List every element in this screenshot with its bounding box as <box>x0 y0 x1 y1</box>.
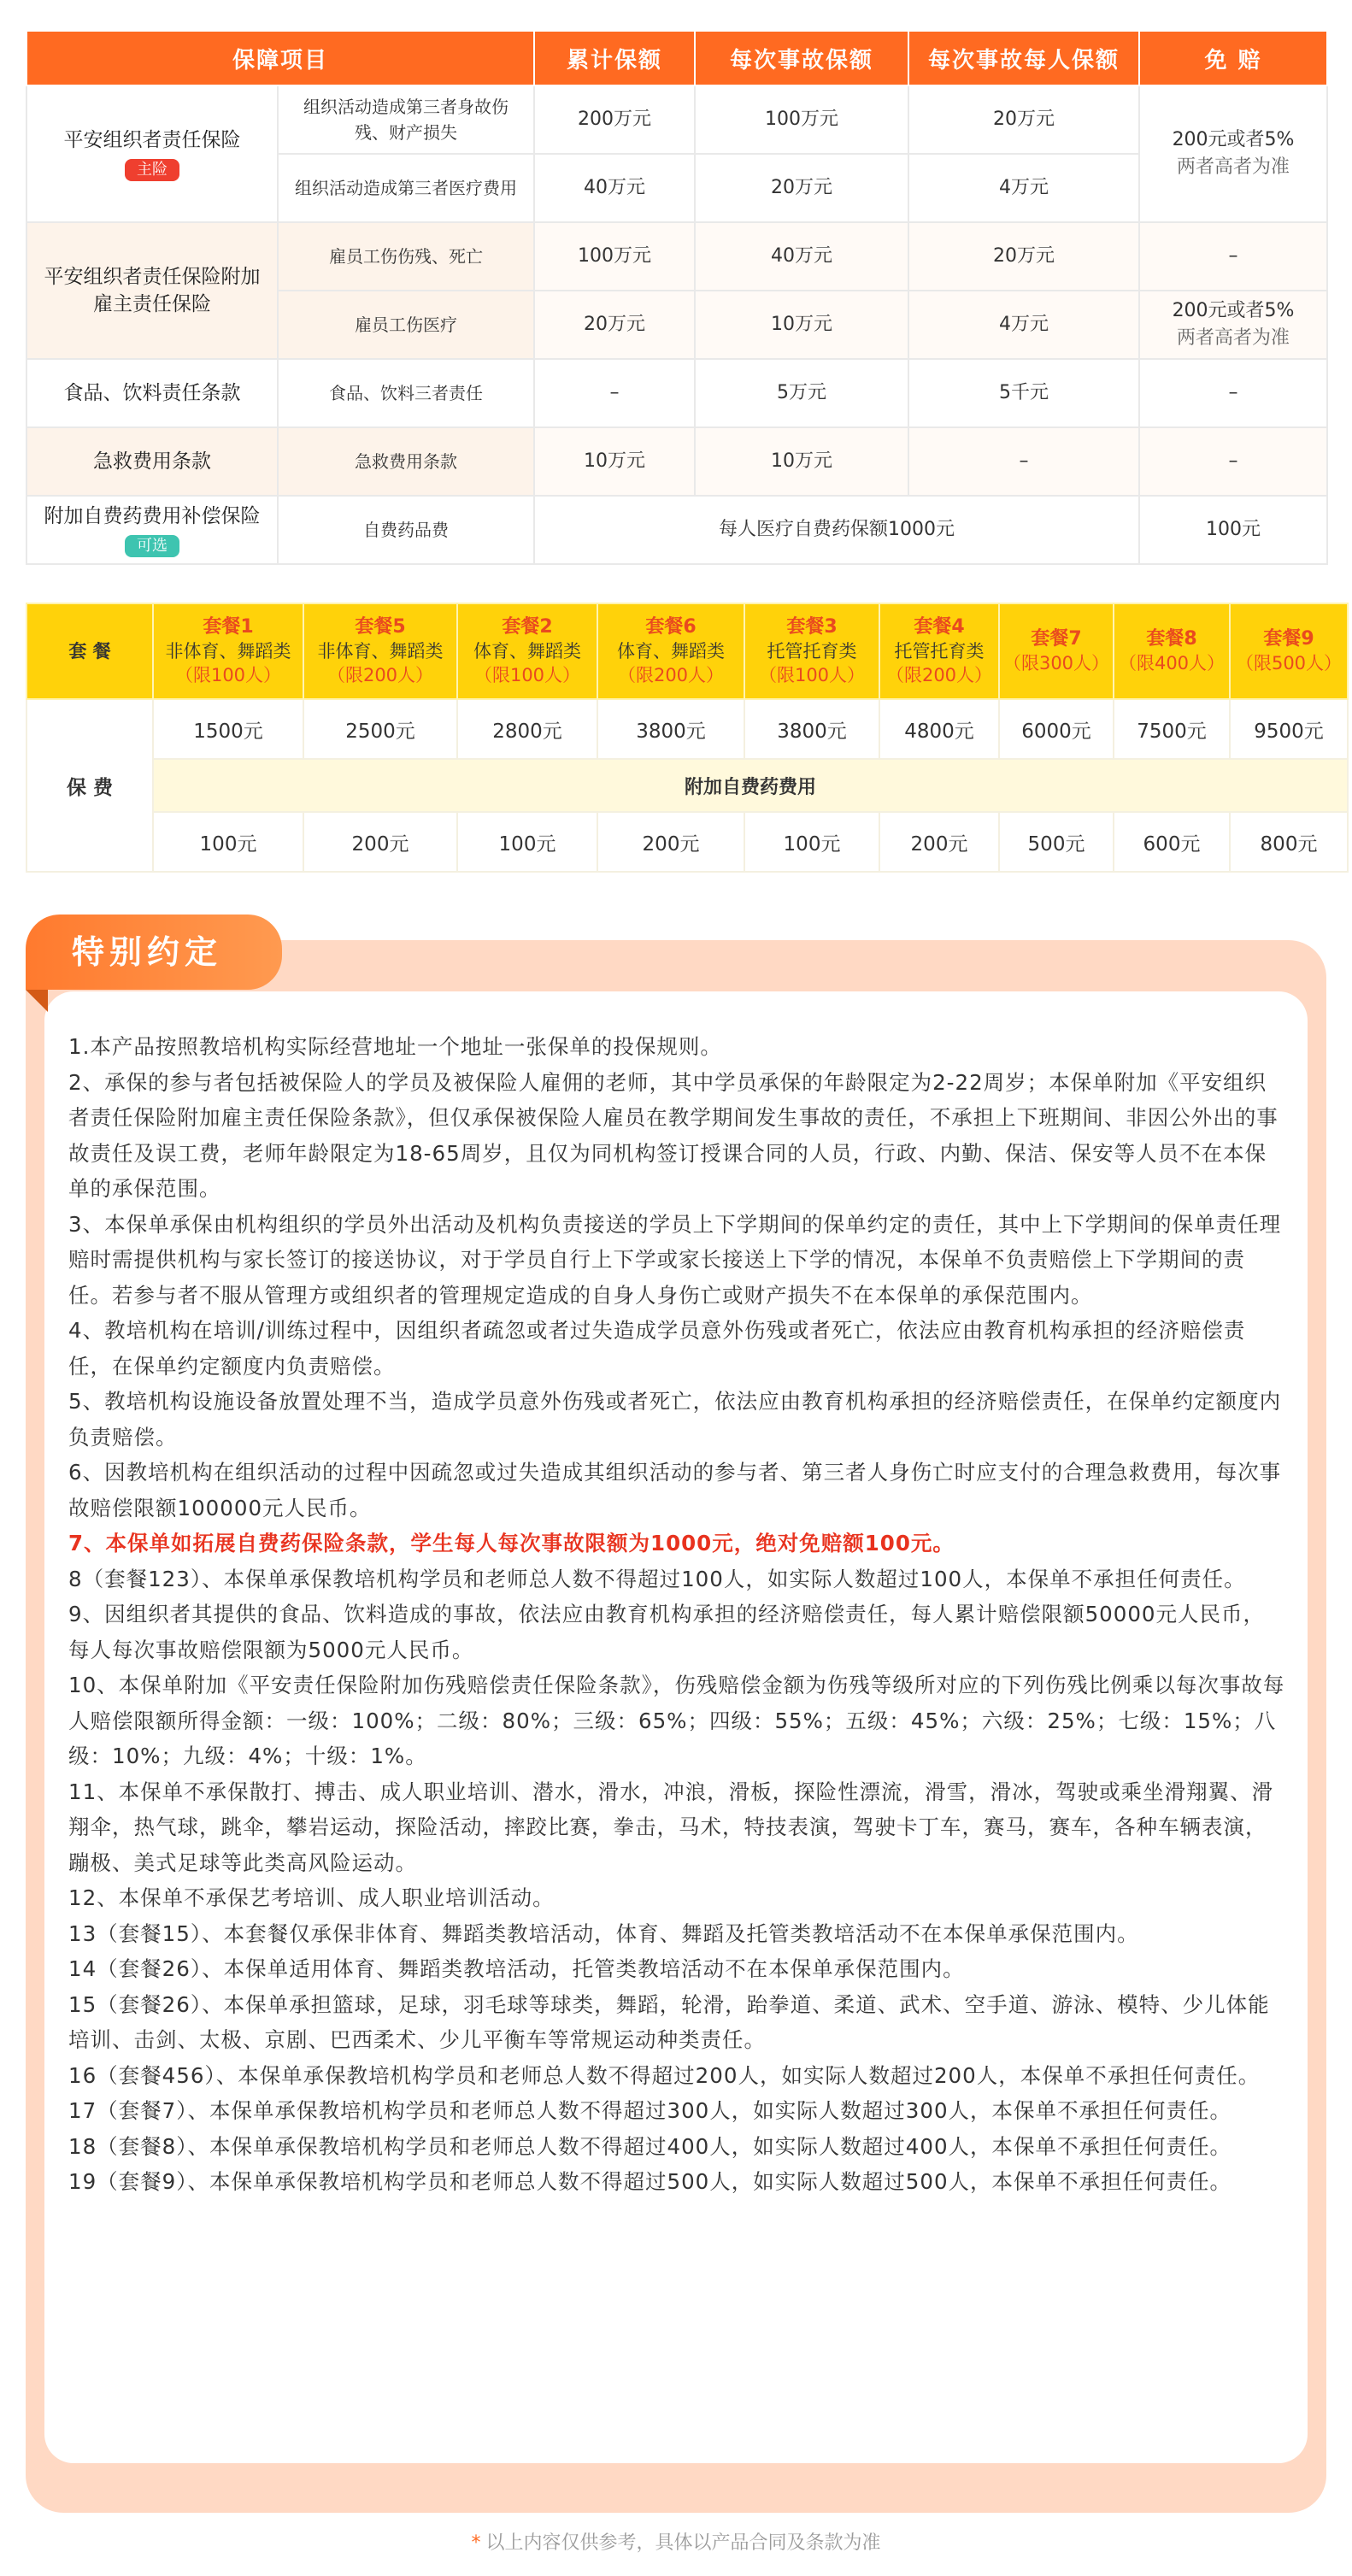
plan-name: 套餐3 <box>786 616 838 638</box>
deductible-value: 200元或者5% <box>1172 300 1295 321</box>
total-amount: 100万元 <box>534 222 695 291</box>
addon-price: 500元 <box>999 812 1114 872</box>
plan-limit: （限400人） <box>1118 653 1226 673</box>
plan-name: 套餐7 <box>1031 628 1082 650</box>
clause-item: 6、因教培机构在组织活动的过程中因疏忽或过失造成其组织活动的参与者、第三者人身伤亡时应支付的合理急救费用，每次事故赔偿限额100000元人民币。 <box>68 1460 1282 1520</box>
price-row <box>26 699 1348 759</box>
plan-label: 套 餐 <box>26 603 153 699</box>
plan-limit: （限500人） <box>1235 653 1343 673</box>
plan-name: 套餐2 <box>502 616 553 638</box>
plan-limit: （限100人） <box>473 665 581 685</box>
plan-name: 套餐5 <box>355 616 406 638</box>
deductible-value: – <box>1139 222 1327 291</box>
addon-label: 附加自费药费用 <box>153 759 1348 812</box>
per-accident-amount: 10万元 <box>695 291 908 359</box>
coverage-item: 自费药品费 <box>278 496 534 564</box>
clause-list <box>68 1029 1285 2200</box>
coverage-name: 平安组织者责任保险附加雇主责任保险 <box>26 222 278 359</box>
plan-name: 套餐1 <box>203 616 254 638</box>
clause-item: 10、本保单附加《平安责任保险附加伤残赔偿责任保险条款》，伤残赔偿金额为伤残等级所对应的下列伤残比例乘以每次事故每人赔偿限额所得金额：一级：100%；二级：80%；三级：65%；四级：55%；五级：45%；六级：25%；七级：15%；八级：10%；九级：4%；十级：1%。 <box>68 1673 1285 1768</box>
per-person-amount: 4万元 <box>908 291 1139 359</box>
plan-limit: （限100人） <box>174 665 282 685</box>
clause-item: 15（套餐26）、本保单承担篮球，足球，羽毛球等球类，舞蹈，轮滑，跆拳道、柔道、武术、空手道、游泳、模特、少儿体能培训、击剑、太极、京剧、巴西柔术、少儿平衡车等常规运动种类责任。 <box>68 1991 1270 2052</box>
clause-item: 3、本保单承保由机构组织的学员外出活动及机构负责接送的学员上下学期间的保单约定的责任，其中上下学期间的保单责任理赔时需提供机构与家长签订的接送协议，对于学员自行上下学或家长接送上下学的情况，本保单不负责赔偿上下学期间的责任。若参与者不服从管理方或组织者的管理规定造成的自身人身伤亡或财产损失不在本保单的承保范围内。 <box>68 1211 1282 1308</box>
plan-price: 2500元 <box>303 699 457 759</box>
main-insurance-badge: 主险 <box>125 159 179 181</box>
plan-type: 托管托育类 <box>894 641 985 662</box>
per-accident-amount: 10万元 <box>695 427 908 496</box>
clause-item: 13（套餐15）、本套餐仅承保非体育、舞蹈类教培活动，体育、舞蹈及托管类教培活动不在本保单承保范围内。 <box>68 1920 1139 1946</box>
plan-price: 1500元 <box>153 699 303 759</box>
clause-item: 18（套餐8）、本保单承保教培机构学员和老师总人数不得超过400人，如实际人数超过400人，本保单不承担任何责任。 <box>68 2133 1232 2159</box>
addon-label-row <box>26 759 1348 812</box>
clause-item: 12、本保单不承保艺考培训、成人职业培训活动。 <box>68 1885 555 1910</box>
coverage-name: 附加自费药费用补偿保险 <box>44 504 261 527</box>
deductible-note: 两者高者为准 <box>1177 327 1290 349</box>
coverage-name: 急救费用条款 <box>26 427 278 496</box>
coverage-item: 组织活动造成第三者身故伤残、财产损失 <box>278 85 534 154</box>
addon-price: 800元 <box>1230 812 1348 872</box>
footnote-text: 以上内容仅供参考，具体以产品合同及条款为准 <box>485 2532 881 2554</box>
coverage-item: 组织活动造成第三者医疗费用 <box>278 154 534 222</box>
addon-price: 600元 <box>1114 812 1230 872</box>
per-person-amount: 4万元 <box>908 154 1139 222</box>
plan-name: 套餐8 <box>1146 628 1197 650</box>
plan-price: 6000元 <box>999 699 1114 759</box>
plan-type: 体育、舞蹈类 <box>473 641 581 662</box>
per-person-amount: 20万元 <box>908 85 1139 154</box>
deductible-value: 200元或者5% <box>1172 129 1295 150</box>
clause-item: 4、教培机构在培训/训练过程中，因组织者疏忽或者过失造成学员意外伤残或者死亡，依法应由教育机构承担的经济赔偿责任，在保单约定额度内负责赔偿。 <box>68 1318 1246 1379</box>
deductible-value: 100元 <box>1139 496 1327 564</box>
coverage-table <box>26 30 1328 565</box>
plan-limit: （限100人） <box>758 665 866 685</box>
plan-cell <box>879 603 999 699</box>
plan-price: 9500元 <box>1230 699 1348 759</box>
optional-badge: 可选 <box>125 535 179 557</box>
per-accident-amount: 40万元 <box>695 222 908 291</box>
coverage-item: 雇员工伤伤残、死亡 <box>278 222 534 291</box>
total-amount: 40万元 <box>534 154 695 222</box>
deductible-value: – <box>1139 427 1327 496</box>
addon-price: 100元 <box>153 812 303 872</box>
total-amount: 10万元 <box>534 427 695 496</box>
clause-item: 5、教培机构设施设备放置处理不当，造成学员意外伤残或者死亡，依法应由教育机构承担的经济赔偿责任，在保单约定额度内负责赔偿。 <box>68 1389 1282 1450</box>
clause-item-highlighted: 7、本保单如拓展自费药保险条款，学生每人每次事故限额为1000元，绝对免赔额100元。 <box>68 1531 955 1556</box>
plan-limit: （限200人） <box>885 665 993 685</box>
addon-price: 100元 <box>744 812 879 872</box>
total-amount: 20万元 <box>534 291 695 359</box>
plan-price: 4800元 <box>879 699 999 759</box>
plan-cell <box>1114 603 1230 699</box>
addon-price: 200元 <box>597 812 744 872</box>
plan-cell <box>303 603 457 699</box>
clause-item: 1.本产品按照教培机构实际经营地址一个地址一张保单的投保规则。 <box>68 1034 722 1059</box>
table-row <box>26 85 1327 154</box>
table-row <box>26 427 1327 496</box>
total-amount: 200万元 <box>534 85 695 154</box>
coverage-item: 雇员工伤医疗 <box>278 291 534 359</box>
plan-name: 套餐4 <box>914 616 965 638</box>
header-per-accident: 每次事故保额 <box>695 31 908 85</box>
deductible-value: – <box>1139 359 1327 427</box>
coverage-name: 平安组织者责任保险 <box>63 128 241 151</box>
clause-item: 17（套餐7）、本保单承保教培机构学员和老师总人数不得超过300人，如实际人数超过300人，本保单不承担任何责任。 <box>68 2098 1232 2123</box>
per-person-amount: – <box>908 427 1139 496</box>
deductible-cell <box>1139 291 1327 359</box>
addon-amount: 每人医疗自费药保额1000元 <box>534 496 1139 564</box>
table-row <box>26 496 1327 564</box>
clause-item: 14（套餐26）、本保单适用体育、舞蹈类教培活动，托管类教培活动不在本保单承保范围内。 <box>68 1956 965 1981</box>
addon-price: 100元 <box>457 812 597 872</box>
plan-table <box>26 603 1349 873</box>
plan-type: 非体育、舞蹈类 <box>165 641 291 662</box>
per-accident-amount: 20万元 <box>695 154 908 222</box>
coverage-header-row <box>26 31 1327 85</box>
plan-type: 托管托育类 <box>767 641 857 662</box>
deductible-note: 两者高者为准 <box>1177 156 1290 178</box>
per-accident-amount: 100万元 <box>695 85 908 154</box>
footnote <box>0 2528 1352 2555</box>
coverage-name-cell <box>26 496 278 564</box>
plan-limit: （限300人） <box>1002 653 1110 673</box>
per-person-amount: 5千元 <box>908 359 1139 427</box>
plan-name: 套餐9 <box>1263 628 1314 650</box>
coverage-item: 急救费用条款 <box>278 427 534 496</box>
per-person-amount: 20万元 <box>908 222 1139 291</box>
per-accident-amount: 5万元 <box>695 359 908 427</box>
plan-price: 3800元 <box>597 699 744 759</box>
plan-type: 非体育、舞蹈类 <box>317 641 444 662</box>
plan-name: 套餐6 <box>645 616 697 638</box>
header-total: 累计保额 <box>534 31 695 85</box>
addon-price-row <box>26 812 1348 872</box>
plan-type: 体育、舞蹈类 <box>617 641 725 662</box>
plan-limit: （限200人） <box>617 665 725 685</box>
plan-cell <box>1230 603 1348 699</box>
clause-item: 9、因组织者其提供的食品、饮料造成的事故，依法应由教育机构承担的经济赔偿责任，每人累计赔偿限额50000元人民币，每人每次事故赔偿限额为5000元人民币。 <box>68 1602 1266 1662</box>
plan-price: 7500元 <box>1114 699 1230 759</box>
plan-cell <box>153 603 303 699</box>
total-amount: – <box>534 359 695 427</box>
addon-price: 200元 <box>879 812 999 872</box>
fee-label: 保 费 <box>26 699 153 872</box>
clause-item: 16（套餐456）、本保单承保教培机构学员和老师总人数不得超过200人，如实际人数超过200人，本保单不承担任何责任。 <box>68 2062 1261 2088</box>
header-per-person: 每次事故每人保额 <box>908 31 1139 85</box>
plan-cell <box>597 603 744 699</box>
coverage-name: 食品、饮料责任条款 <box>26 359 278 427</box>
plan-price: 3800元 <box>744 699 879 759</box>
plan-price: 2800元 <box>457 699 597 759</box>
clause-item: 19（套餐9）、本保单承保教培机构学员和老师总人数不得超过500人，如实际人数超过500人，本保单不承担任何责任。 <box>68 2169 1232 2194</box>
plan-limit: （限200人） <box>326 665 434 685</box>
plan-header-row <box>26 603 1348 699</box>
plan-cell <box>744 603 879 699</box>
coverage-item: 食品、饮料三者责任 <box>278 359 534 427</box>
table-row <box>26 359 1327 427</box>
asterisk-icon: * <box>471 2532 481 2554</box>
table-row <box>26 222 1327 291</box>
clause-item: 2、承保的参与者包括被保险人的学员及被保险人雇佣的老师，其中学员承保的年龄限定为2-22周岁；本保单附加《平安组织者责任保险附加雇主责任保险条款》，但仅承保被保险人雇员在教学期间发生事故的责任，不承担上下班期间、非因公外出的事故责任及误工费，老师年龄限定为18-65周岁，且仅为同机构签订授课合同的人员，行政、内勤、保洁、保安等人员不在本保单的承保范围。 <box>68 1069 1279 1201</box>
clause-item: 11、本保单不承保散打、搏击、成人职业培训、潜水，滑水，冲浪，滑板，探险性漂流，滑雪，滑冰，驾驶或乘坐滑翔翼、滑翔伞，热气球，跳伞，攀岩运动，探险活动，摔跤比赛，拳击，马术，特技表演，驾驶卡丁车，赛马，赛车，各种车辆表演，蹦极、美式足球等此类高风险运动。 <box>68 1779 1274 1875</box>
deductible-cell <box>1139 85 1327 222</box>
header-deductible: 免 赔 <box>1139 31 1327 85</box>
plan-cell <box>999 603 1114 699</box>
addon-price: 200元 <box>303 812 457 872</box>
special-provisions-title: 特别约定 <box>26 915 282 990</box>
clause-item: 8（套餐123）、本保单承保教培机构学员和老师总人数不得超过100人，如实际人数超过100人，本保单不承担任何责任。 <box>68 1566 1246 1591</box>
header-item: 保障项目 <box>26 31 534 85</box>
plan-cell <box>457 603 597 699</box>
coverage-name-cell <box>26 85 278 222</box>
